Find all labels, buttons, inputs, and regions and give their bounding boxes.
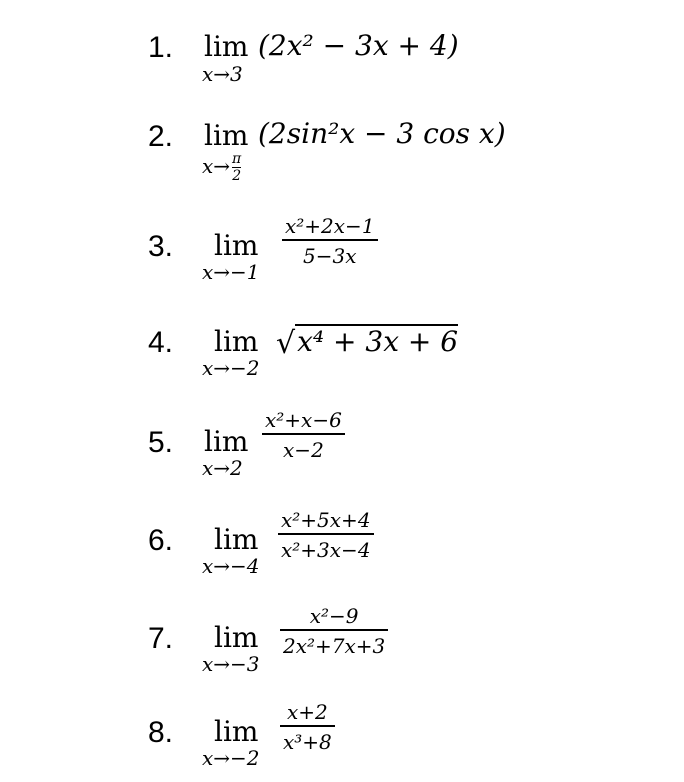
problem-number: 1. — [148, 31, 174, 64]
problem-number: 5. — [148, 426, 174, 459]
limit-approach: x→−3 — [202, 652, 260, 676]
limit-fraction — [280, 606, 388, 656]
limit-fraction — [282, 216, 378, 266]
radicand: x⁴ + 3x + 6 — [297, 325, 459, 358]
numerator: x²+x−6 — [265, 408, 342, 432]
denominator: 5−3x — [303, 244, 357, 268]
limit-expression: (2sin²x − 3 cos x) — [258, 117, 506, 150]
limit-approach: x→−2 — [202, 356, 260, 380]
denominator: 2x²+7x+3 — [283, 634, 386, 658]
limit-operator: lim — [214, 523, 259, 556]
limit-fraction — [280, 702, 335, 752]
approach-variable: x→ — [202, 154, 231, 178]
limit-operator: lim — [214, 621, 259, 654]
pi-over-two — [232, 152, 241, 183]
limit-operator: lim — [204, 119, 249, 152]
limit-approach: x→3 — [202, 62, 243, 86]
denominator: x²+3x−4 — [281, 538, 371, 562]
problem-number: 7. — [148, 622, 174, 655]
numerator: x²+5x+4 — [281, 508, 371, 532]
limit-operator: lim — [214, 229, 259, 262]
problem-number: 6. — [148, 524, 174, 557]
limit-fraction — [262, 410, 345, 460]
limit-operator: lim — [204, 30, 249, 63]
problem-number: 8. — [148, 716, 174, 749]
numerator: x²+2x−1 — [285, 214, 375, 238]
limit-operator: lim — [214, 325, 259, 358]
denominator: x³+8 — [283, 730, 332, 754]
denominator: x−2 — [283, 438, 324, 462]
limit-approach: x→2 — [202, 456, 243, 480]
limit-approach: x→−4 — [202, 554, 260, 578]
limit-approach — [202, 152, 241, 183]
problem-number: 4. — [148, 326, 174, 359]
limit-operator: lim — [204, 425, 249, 458]
limit-expression: (2x² − 3x + 4) — [258, 29, 459, 62]
limit-operator: lim — [214, 715, 259, 748]
limit-approach: x→−2 — [202, 746, 260, 770]
radical-sign: √ — [276, 326, 296, 361]
problem-number: 3. — [148, 230, 174, 263]
numerator: x²−9 — [309, 604, 359, 628]
pi-denominator: 2 — [232, 168, 242, 184]
problem-number: 2. — [148, 120, 174, 153]
limit-fraction — [278, 510, 374, 560]
numerator: x+2 — [287, 700, 328, 724]
pi-numerator: π — [232, 151, 242, 167]
square-root — [276, 324, 458, 359]
limit-approach: x→−1 — [202, 260, 260, 284]
